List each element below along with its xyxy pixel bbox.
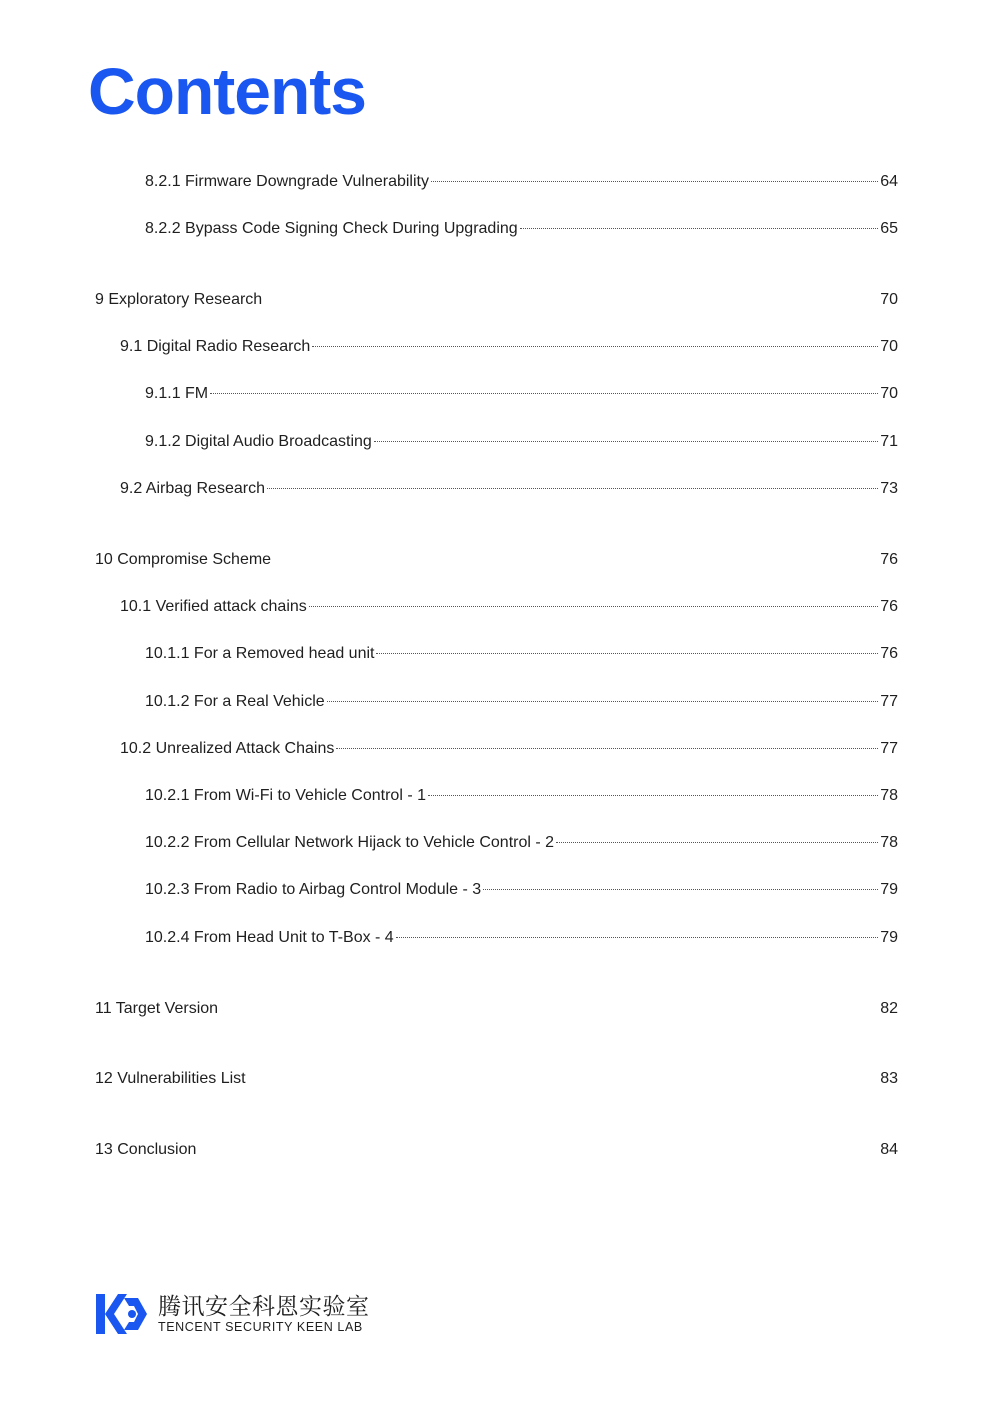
toc-page-number: 82	[880, 1000, 898, 1017]
toc-entry[interactable]	[145, 928, 898, 948]
toc-page-number: 70	[880, 338, 898, 355]
toc-page-number: 77	[880, 693, 898, 710]
toc-entry[interactable]	[145, 692, 898, 712]
toc-dot-leader	[336, 748, 878, 749]
toc-dot-leader	[309, 606, 878, 607]
toc-entry[interactable]	[145, 384, 898, 404]
toc-entry[interactable]	[120, 739, 898, 759]
toc-dot-leader	[556, 842, 878, 843]
toc-section-entry[interactable]	[95, 1069, 898, 1089]
toc-entry-label: 10.2 Unrealized Attack Chains	[120, 740, 335, 757]
toc-entry-label: 10 Compromise Scheme	[95, 551, 272, 568]
toc-dot-leader	[267, 488, 878, 489]
toc-entry[interactable]	[145, 219, 898, 239]
toc-section-entry[interactable]	[95, 1140, 898, 1160]
toc-dot-leader	[374, 441, 878, 442]
toc-entry-label: 12 Vulnerabilities List	[95, 1070, 246, 1087]
page-title: Contents	[88, 54, 366, 128]
toc-section-entry[interactable]	[95, 550, 898, 570]
toc-page-number: 70	[880, 291, 898, 308]
toc-dot-leader	[210, 393, 878, 394]
toc-entry-label: 13 Conclusion	[95, 1141, 197, 1158]
toc-entry[interactable]	[145, 786, 898, 806]
toc-page-number: 76	[880, 598, 898, 615]
toc-entry-label: 10.2.4 From Head Unit to T-Box - 4	[145, 929, 394, 946]
toc-entry-label: 11 Target Version	[95, 1000, 219, 1017]
toc-entry-label: 8.2.1 Firmware Downgrade Vulnerability	[145, 173, 429, 190]
toc-page-number: 78	[880, 787, 898, 804]
toc-page-number: 78	[880, 834, 898, 851]
toc-entry[interactable]	[145, 172, 898, 192]
toc-dot-leader	[312, 346, 878, 347]
toc-section-entry[interactable]	[95, 999, 898, 1019]
toc-entry[interactable]	[145, 833, 898, 853]
brand-name-cn: 腾讯安全科恩实验室	[158, 1294, 370, 1320]
toc-entry[interactable]	[145, 644, 898, 664]
toc-dot-leader	[483, 889, 878, 890]
toc-dot-leader	[431, 181, 878, 182]
toc-entry-label: 10.2.3 From Radio to Airbag Control Module - 3	[145, 881, 482, 898]
toc-entry-label: 10.1 Verified attack chains	[120, 598, 307, 615]
toc-dot-leader	[520, 228, 879, 229]
toc-section-entry[interactable]	[95, 290, 898, 310]
toc-entry-label: 10.1.1 For a Removed head unit	[145, 645, 375, 662]
toc-entry-label: 10.1.2 For a Real Vehicle	[145, 693, 325, 710]
toc-dot-leader	[376, 653, 878, 654]
toc-page-number: 84	[880, 1141, 898, 1158]
toc-entry[interactable]	[120, 337, 898, 357]
toc-entry[interactable]	[145, 880, 898, 900]
footer-brand	[96, 1292, 370, 1336]
toc-entry-label: 10.2.1 From Wi-Fi to Vehicle Control - 1	[145, 787, 426, 804]
toc-entry[interactable]	[120, 597, 898, 617]
toc-page-number: 77	[880, 740, 898, 757]
toc-page-number: 79	[880, 929, 898, 946]
toc-entry-label: 9 Exploratory Research	[95, 291, 263, 308]
keen-lab-logo-icon	[96, 1292, 148, 1336]
toc-dot-leader	[396, 937, 879, 938]
toc-page-number: 76	[880, 645, 898, 662]
toc-page-number: 65	[880, 220, 898, 237]
toc-entry-label: 10.2.2 From Cellular Network Hijack to Vehicle Control - 2	[145, 834, 555, 851]
toc-entry[interactable]	[145, 432, 898, 452]
toc-entry[interactable]	[120, 479, 898, 499]
toc-dot-leader	[327, 701, 879, 702]
toc-page-number: 73	[880, 480, 898, 497]
toc-page-number: 70	[880, 385, 898, 402]
toc-entry-label: 9.1.1 FM	[145, 385, 209, 402]
toc-page-number: 71	[880, 433, 898, 450]
toc-entry-label: 9.1 Digital Radio Research	[120, 338, 311, 355]
toc-entry-label: 8.2.2 Bypass Code Signing Check During Upgrading	[145, 220, 518, 237]
toc-page-number: 83	[880, 1070, 898, 1087]
toc-dot-leader	[428, 795, 878, 796]
toc-entry-label: 9.1.2 Digital Audio Broadcasting	[145, 433, 372, 450]
toc-page-number: 76	[880, 551, 898, 568]
toc-page-number: 79	[880, 881, 898, 898]
toc-page-number: 64	[880, 173, 898, 190]
toc-entry-label: 9.2 Airbag Research	[120, 480, 265, 497]
brand-name-en: TENCENT SECURITY KEEN LAB	[158, 1320, 363, 1334]
